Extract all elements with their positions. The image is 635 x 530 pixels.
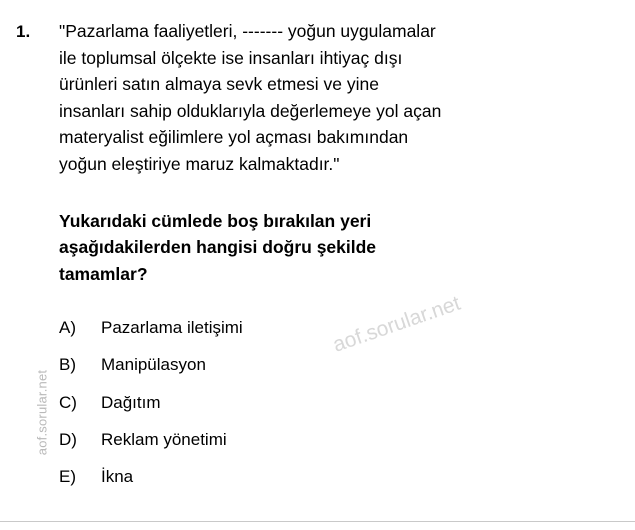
option-b[interactable] [59, 354, 619, 376]
option-d[interactable] [59, 429, 619, 451]
option-c[interactable] [59, 392, 619, 414]
stem-line: insanları sahip olduklarıyla değerlemeye yol açan [59, 100, 442, 121]
stem-line: materyalist eğilimlere yol açması bakımından [59, 127, 409, 148]
prompt-line: tamamlar? [59, 263, 148, 284]
option-text: Manipülasyon [101, 355, 206, 375]
prompt-line: Yukarıdaki cümlede boş bırakılan yeri [59, 210, 372, 231]
question-prompt [59, 208, 612, 288]
option-a[interactable] [59, 317, 619, 339]
option-e[interactable] [59, 466, 619, 488]
stem-line: "Pazarlama faaliyetleri, ------- yoğun uygulamalar [59, 21, 436, 41]
question-number: 1. [16, 22, 31, 41]
stem-line: ürünleri satın almaya sevk etmesi ve yine [59, 74, 379, 95]
option-letter: A) [59, 318, 76, 338]
option-text: Reklam yönetimi [101, 429, 227, 449]
watermark-side: aof.sorular.net [34, 369, 50, 456]
option-letter: C) [59, 392, 77, 412]
option-letter: B) [59, 355, 76, 375]
stem-line: ile toplumsal ölçekte ise insanları ihtiyaç dışı [59, 47, 403, 68]
option-letter: D) [59, 429, 77, 449]
option-letter: E) [59, 466, 76, 486]
option-text: Pazarlama iletişimi [101, 318, 243, 338]
stem-line: yoğun eleştiriye maruz kalmaktadır." [59, 153, 340, 174]
question-stem [59, 18, 612, 178]
option-text: Dağıtım [101, 392, 161, 412]
option-text: İkna [101, 466, 134, 486]
prompt-line: aşağıdakilerden hangisi doğru şekilde [59, 237, 377, 258]
watermark-center: aof.sorular.net [330, 291, 464, 357]
bottom-divider [0, 521, 635, 522]
question-content [59, 18, 619, 503]
answer-options [59, 317, 619, 487]
